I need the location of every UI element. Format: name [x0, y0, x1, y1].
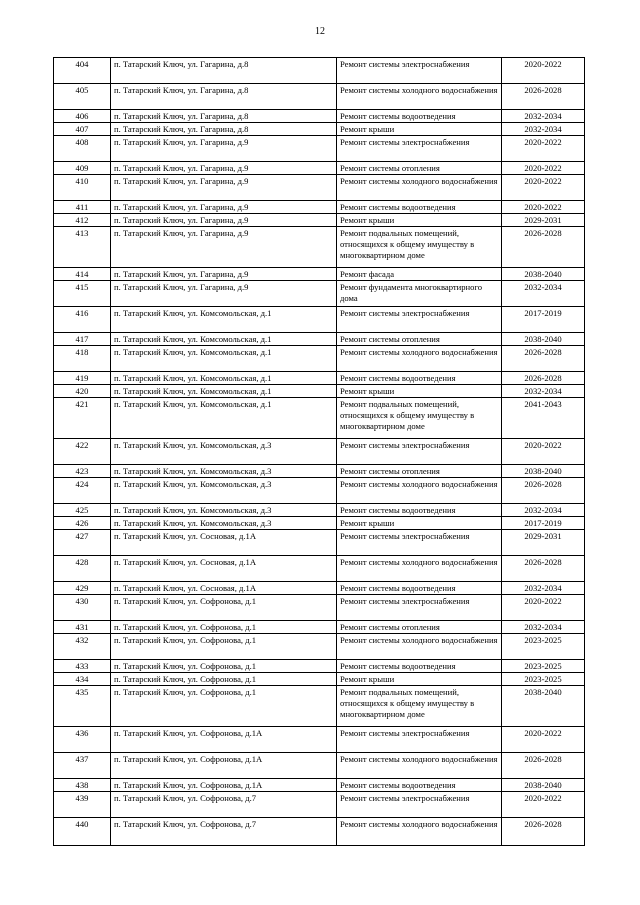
row-number-cell: 410 [54, 175, 111, 201]
period-cell: 2026-2028 [502, 753, 585, 779]
address-cell: п. Татарский Ключ, ул. Комсомольская, д.3 [111, 465, 337, 478]
row-number-cell: 435 [54, 686, 111, 727]
period-cell: 2020-2022 [502, 595, 585, 621]
period-cell: 2026-2028 [502, 478, 585, 504]
address-cell: п. Татарский Ключ, ул. Комсомольская, д.1 [111, 385, 337, 398]
table-row [54, 753, 585, 779]
table-row [54, 214, 585, 227]
table-row [54, 84, 585, 110]
work-type-cell: Ремонт системы водоотведения [337, 504, 502, 517]
period-cell: 2026-2028 [502, 372, 585, 385]
period-cell: 2020-2022 [502, 201, 585, 214]
table-row [54, 385, 585, 398]
work-type-cell: Ремонт подвальных помещений, относящихся к общему имуществу в многоквартирном доме [337, 686, 502, 727]
page-number: 12 [315, 26, 325, 37]
work-type-cell: Ремонт системы отопления [337, 465, 502, 478]
row-number-cell: 428 [54, 556, 111, 582]
table-row [54, 175, 585, 201]
work-type-cell: Ремонт системы водоотведения [337, 582, 502, 595]
period-cell: 2023-2025 [502, 660, 585, 673]
period-cell: 2032-2034 [502, 504, 585, 517]
table-row [54, 621, 585, 634]
work-type-cell: Ремонт подвальных помещений, относящихся к общему имуществу в многоквартирном доме [337, 227, 502, 268]
work-type-cell: Ремонт системы электроснабжения [337, 439, 502, 465]
row-number-cell: 404 [54, 58, 111, 84]
address-cell: п. Татарский Ключ, ул. Гагарина, д.9 [111, 175, 337, 201]
address-cell: п. Татарский Ключ, ул. Комсомольская, д.1 [111, 333, 337, 346]
address-cell: п. Татарский Ключ, ул. Гагарина, д.8 [111, 123, 337, 136]
row-number-cell: 417 [54, 333, 111, 346]
period-cell: 2020-2022 [502, 727, 585, 753]
work-type-cell: Ремонт системы холодного водоснабжения [337, 556, 502, 582]
table-row [54, 727, 585, 753]
work-type-cell: Ремонт системы холодного водоснабжения [337, 478, 502, 504]
row-number-cell: 424 [54, 478, 111, 504]
address-cell: п. Татарский Ключ, ул. Софронова, д.1А [111, 779, 337, 792]
address-cell: п. Татарский Ключ, ул. Софронова, д.1 [111, 660, 337, 673]
work-type-cell: Ремонт подвальных помещений, относящихся к общему имуществу в многоквартирном доме [337, 398, 502, 439]
address-cell: п. Татарский Ключ, ул. Гагарина, д.9 [111, 214, 337, 227]
row-number-cell: 429 [54, 582, 111, 595]
table-row [54, 530, 585, 556]
table-row [54, 634, 585, 660]
work-type-cell: Ремонт системы отопления [337, 333, 502, 346]
address-cell: п. Татарский Ключ, ул. Сосновая, д.1А [111, 556, 337, 582]
period-cell: 2032-2034 [502, 110, 585, 123]
work-type-cell: Ремонт крыши [337, 385, 502, 398]
work-type-cell: Ремонт крыши [337, 123, 502, 136]
row-number-cell: 436 [54, 727, 111, 753]
table-row [54, 818, 585, 846]
period-cell: 2023-2025 [502, 634, 585, 660]
work-type-cell: Ремонт системы холодного водоснабжения [337, 346, 502, 372]
row-number-cell: 409 [54, 162, 111, 175]
address-cell: п. Татарский Ключ, ул. Гагарина, д.8 [111, 58, 337, 84]
work-type-cell: Ремонт системы холодного водоснабжения [337, 818, 502, 846]
table-row [54, 110, 585, 123]
work-type-cell: Ремонт системы водоотведения [337, 779, 502, 792]
period-cell: 2017-2019 [502, 517, 585, 530]
work-type-cell: Ремонт системы электроснабжения [337, 727, 502, 753]
period-cell: 2020-2022 [502, 136, 585, 162]
address-cell: п. Татарский Ключ, ул. Гагарина, д.9 [111, 162, 337, 175]
row-number-cell: 425 [54, 504, 111, 517]
address-cell: п. Татарский Ключ, ул. Гагарина, д.9 [111, 227, 337, 268]
row-number-cell: 414 [54, 268, 111, 281]
address-cell: п. Татарский Ключ, ул. Софронова, д.1А [111, 727, 337, 753]
table-row [54, 123, 585, 136]
work-type-cell: Ремонт крыши [337, 517, 502, 530]
work-type-cell: Ремонт системы электроснабжения [337, 530, 502, 556]
period-cell: 2038-2040 [502, 465, 585, 478]
address-cell: п. Татарский Ключ, ул. Комсомольская, д.3 [111, 439, 337, 465]
row-number-cell: 406 [54, 110, 111, 123]
period-cell: 2020-2022 [502, 162, 585, 175]
row-number-cell: 427 [54, 530, 111, 556]
table-row [54, 465, 585, 478]
work-type-cell: Ремонт системы водоотведения [337, 201, 502, 214]
table-row [54, 268, 585, 281]
table-row [54, 673, 585, 686]
table-row [54, 281, 585, 307]
table-row [54, 227, 585, 268]
address-cell: п. Татарский Ключ, ул. Комсомольская, д.3 [111, 478, 337, 504]
period-cell: 2023-2025 [502, 673, 585, 686]
work-type-cell: Ремонт системы отопления [337, 162, 502, 175]
row-number-cell: 405 [54, 84, 111, 110]
table-row [54, 162, 585, 175]
work-type-cell: Ремонт фасада [337, 268, 502, 281]
row-number-cell: 418 [54, 346, 111, 372]
period-cell: 2020-2022 [502, 175, 585, 201]
table-row [54, 439, 585, 465]
period-cell: 2029-2031 [502, 530, 585, 556]
work-type-cell: Ремонт фундамента многоквартирного дома [337, 281, 502, 307]
row-number-cell: 431 [54, 621, 111, 634]
table-row [54, 136, 585, 162]
table-row [54, 372, 585, 385]
table-row [54, 346, 585, 372]
table-row [54, 307, 585, 333]
table-row [54, 556, 585, 582]
work-type-cell: Ремонт системы отопления [337, 621, 502, 634]
address-cell: п. Татарский Ключ, ул. Комсомольская, д.3 [111, 517, 337, 530]
work-type-cell: Ремонт системы электроснабжения [337, 307, 502, 333]
row-number-cell: 437 [54, 753, 111, 779]
period-cell: 2020-2022 [502, 792, 585, 818]
period-cell: 2032-2034 [502, 123, 585, 136]
address-cell: п. Татарский Ключ, ул. Гагарина, д.9 [111, 201, 337, 214]
row-number-cell: 440 [54, 818, 111, 846]
table-row [54, 504, 585, 517]
table-row [54, 686, 585, 727]
period-cell: 2038-2040 [502, 779, 585, 792]
period-cell: 2032-2034 [502, 621, 585, 634]
repair-schedule-table [53, 57, 585, 846]
table-row [54, 517, 585, 530]
table-row [54, 398, 585, 439]
period-cell: 2026-2028 [502, 227, 585, 268]
table-row [54, 201, 585, 214]
table-row [54, 779, 585, 792]
period-cell: 2041-2043 [502, 398, 585, 439]
period-cell: 2038-2040 [502, 333, 585, 346]
work-type-cell: Ремонт системы электроснабжения [337, 136, 502, 162]
table-row [54, 478, 585, 504]
work-type-cell: Ремонт системы холодного водоснабжения [337, 175, 502, 201]
row-number-cell: 426 [54, 517, 111, 530]
period-cell: 2020-2022 [502, 58, 585, 84]
work-type-cell: Ремонт системы электроснабжения [337, 58, 502, 84]
table-row [54, 582, 585, 595]
address-cell: п. Татарский Ключ, ул. Софронова, д.1 [111, 686, 337, 727]
address-cell: п. Татарский Ключ, ул. Софронова, д.1 [111, 595, 337, 621]
address-cell: п. Татарский Ключ, ул. Сосновая, д.1А [111, 530, 337, 556]
row-number-cell: 411 [54, 201, 111, 214]
address-cell: п. Татарский Ключ, ул. Гагарина, д.8 [111, 84, 337, 110]
address-cell: п. Татарский Ключ, ул. Софронова, д.7 [111, 818, 337, 846]
table-row [54, 660, 585, 673]
table-row [54, 792, 585, 818]
row-number-cell: 439 [54, 792, 111, 818]
period-cell: 2038-2040 [502, 686, 585, 727]
row-number-cell: 408 [54, 136, 111, 162]
period-cell: 2032-2034 [502, 582, 585, 595]
period-cell: 2029-2031 [502, 214, 585, 227]
table-row [54, 595, 585, 621]
address-cell: п. Татарский Ключ, ул. Софронова, д.1 [111, 673, 337, 686]
row-number-cell: 416 [54, 307, 111, 333]
row-number-cell: 419 [54, 372, 111, 385]
table-body [54, 58, 585, 846]
period-cell: 2026-2028 [502, 84, 585, 110]
work-type-cell: Ремонт системы водоотведения [337, 372, 502, 385]
address-cell: п. Татарский Ключ, ул. Гагарина, д.9 [111, 268, 337, 281]
row-number-cell: 415 [54, 281, 111, 307]
row-number-cell: 413 [54, 227, 111, 268]
period-cell: 2017-2019 [502, 307, 585, 333]
period-cell: 2020-2022 [502, 439, 585, 465]
row-number-cell: 423 [54, 465, 111, 478]
address-cell: п. Татарский Ключ, ул. Сосновая, д.1А [111, 582, 337, 595]
table-row [54, 333, 585, 346]
address-cell: п. Татарский Ключ, ул. Комсомольская, д.1 [111, 372, 337, 385]
address-cell: п. Татарский Ключ, ул. Софронова, д.7 [111, 792, 337, 818]
work-type-cell: Ремонт системы холодного водоснабжения [337, 634, 502, 660]
row-number-cell: 432 [54, 634, 111, 660]
row-number-cell: 422 [54, 439, 111, 465]
work-type-cell: Ремонт системы холодного водоснабжения [337, 753, 502, 779]
row-number-cell: 412 [54, 214, 111, 227]
work-type-cell: Ремонт системы электроснабжения [337, 595, 502, 621]
row-number-cell: 434 [54, 673, 111, 686]
work-type-cell: Ремонт системы электроснабжения [337, 792, 502, 818]
address-cell: п. Татарский Ключ, ул. Софронова, д.1 [111, 621, 337, 634]
row-number-cell: 430 [54, 595, 111, 621]
address-cell: п. Татарский Ключ, ул. Гагарина, д.8 [111, 110, 337, 123]
work-type-cell: Ремонт системы водоотведения [337, 110, 502, 123]
table-row [54, 58, 585, 84]
row-number-cell: 407 [54, 123, 111, 136]
work-type-cell: Ремонт крыши [337, 673, 502, 686]
address-cell: п. Татарский Ключ, ул. Софронова, д.1А [111, 753, 337, 779]
work-type-cell: Ремонт системы водоотведения [337, 660, 502, 673]
row-number-cell: 420 [54, 385, 111, 398]
period-cell: 2026-2028 [502, 346, 585, 372]
address-cell: п. Татарский Ключ, ул. Гагарина, д.9 [111, 136, 337, 162]
address-cell: п. Татарский Ключ, ул. Гагарина, д.9 [111, 281, 337, 307]
row-number-cell: 433 [54, 660, 111, 673]
work-type-cell: Ремонт системы холодного водоснабжения [337, 84, 502, 110]
address-cell: п. Татарский Ключ, ул. Комсомольская, д.1 [111, 398, 337, 439]
period-cell: 2026-2028 [502, 818, 585, 846]
period-cell: 2032-2034 [502, 385, 585, 398]
address-cell: п. Татарский Ключ, ул. Комсомольская, д.1 [111, 307, 337, 333]
period-cell: 2038-2040 [502, 268, 585, 281]
address-cell: п. Татарский Ключ, ул. Комсомольская, д.1 [111, 346, 337, 372]
period-cell: 2032-2034 [502, 281, 585, 307]
row-number-cell: 421 [54, 398, 111, 439]
work-type-cell: Ремонт крыши [337, 214, 502, 227]
address-cell: п. Татарский Ключ, ул. Софронова, д.1 [111, 634, 337, 660]
address-cell: п. Татарский Ключ, ул. Комсомольская, д.3 [111, 504, 337, 517]
period-cell: 2026-2028 [502, 556, 585, 582]
row-number-cell: 438 [54, 779, 111, 792]
